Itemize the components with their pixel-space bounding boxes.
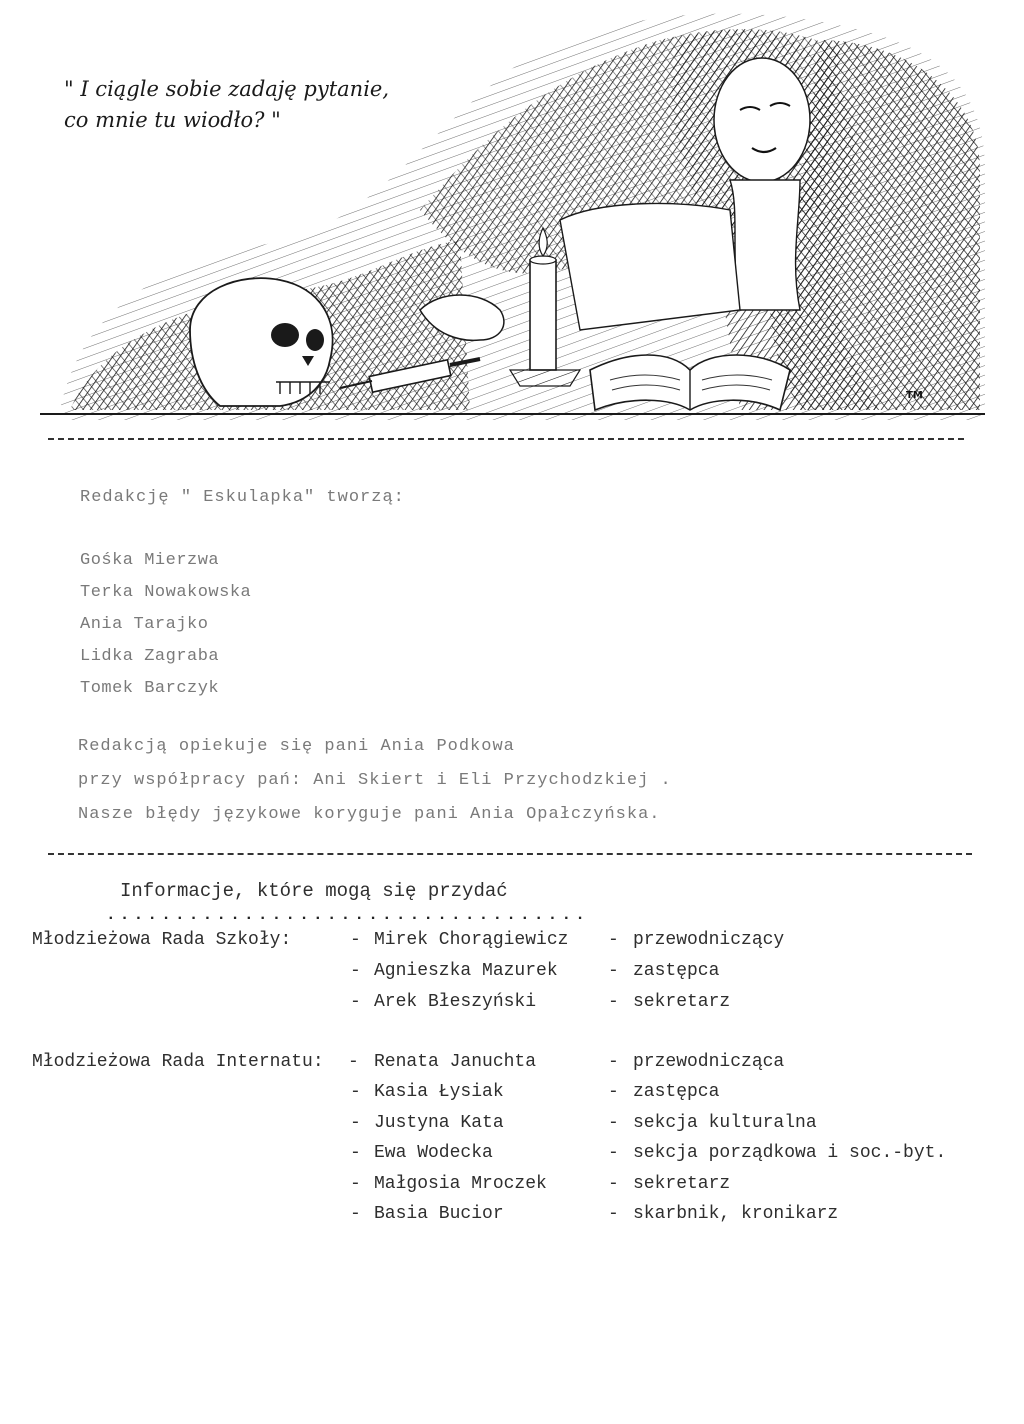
member-name: Małgosia Mroczek — [374, 1174, 547, 1194]
member-name: Mirek Chorągiewicz — [374, 930, 569, 950]
dotted-underline: ................................... — [106, 906, 590, 924]
council-member-row: - Arek Błeszyński - sekretarz — [350, 992, 731, 1012]
skull-icon — [190, 278, 333, 406]
school-council-name: Młodzieżowa Rada Szkoły: — [32, 930, 292, 950]
council-member-row: - Małgosia Mroczek - sekretarz — [350, 1174, 731, 1194]
info-title: Informacje, które mogą się przydać — [120, 880, 508, 902]
editor-name: Lidka Zagraba — [80, 647, 220, 666]
editorial-note: Redakcją opiekuje się pani Ania Podkowa — [78, 737, 515, 756]
member-role: przewodniczący — [633, 930, 785, 950]
member-name: Renata Januchta — [374, 1052, 537, 1072]
member-role: przewodnicząca — [633, 1052, 785, 1072]
dormitory-council-name: Młodzieżowa Rada Internatu: — [32, 1052, 324, 1072]
editorial-heading: Redakcję " Eskulapka" tworzą: — [80, 488, 405, 507]
member-role: skarbnik, kronikarz — [633, 1204, 839, 1224]
council-member-row: - Basia Bucior - skarbnik, kronikarz — [350, 1204, 839, 1224]
council-member-row: - Justyna Kata - sekcja kulturalna — [350, 1113, 817, 1133]
editor-name: Terka Nowakowska — [80, 583, 252, 602]
illustration-quote — [64, 74, 484, 136]
editor-name: Tomek Barczyk — [80, 679, 220, 698]
member-role: zastępca — [633, 961, 720, 981]
artist-signature: TM — [906, 390, 923, 401]
member-role: sekcja kulturalna — [633, 1113, 817, 1133]
editor-name: Gośka Mierzwa — [80, 551, 220, 570]
council-member-row: - Mirek Chorągiewicz - przewodniczący — [350, 930, 785, 950]
editor-list — [80, 545, 251, 705]
member-name: Agnieszka Mazurek — [374, 961, 558, 981]
member-name: Ewa Wodecka — [374, 1143, 493, 1163]
council-member-row: - Kasia Łysiak - zastępca — [350, 1082, 720, 1102]
section-divider — [48, 438, 964, 440]
quote-line: co mnie tu wiodło? " — [64, 108, 281, 132]
member-name: Arek Błeszyński — [374, 992, 537, 1012]
editor-name: Ania Tarajko — [80, 615, 209, 634]
member-role: sekretarz — [633, 992, 731, 1012]
quote-line: " I ciągle sobie zadaję pytanie, — [64, 77, 390, 101]
member-role: sekretarz — [633, 1174, 731, 1194]
member-name: Kasia Łysiak — [374, 1082, 504, 1102]
ink-illustration — [40, 10, 990, 430]
council-member-row: - Agnieszka Mazurek - zastępca — [350, 961, 720, 981]
section-divider — [48, 853, 972, 855]
editorial-note: Nasze błędy językowe koryguje pani Ania Opałczyńska. — [78, 805, 661, 824]
editorial-note: przy współpracy pań: Ani Skiert i Eli Przychodzkiej . — [78, 771, 672, 790]
member-name: Basia Bucior — [374, 1204, 504, 1224]
council-member-row: - Ewa Wodecka - sekcja porządkowa i soc.-byt. — [350, 1143, 947, 1163]
editorial-notes — [78, 730, 672, 832]
member-name: Justyna Kata — [374, 1113, 504, 1133]
member-role: zastępca — [633, 1082, 720, 1102]
member-role: sekcja porządkowa i soc.-byt. — [633, 1143, 947, 1163]
council-member-row: - Renata Januchta - przewodnicząca — [348, 1052, 785, 1072]
